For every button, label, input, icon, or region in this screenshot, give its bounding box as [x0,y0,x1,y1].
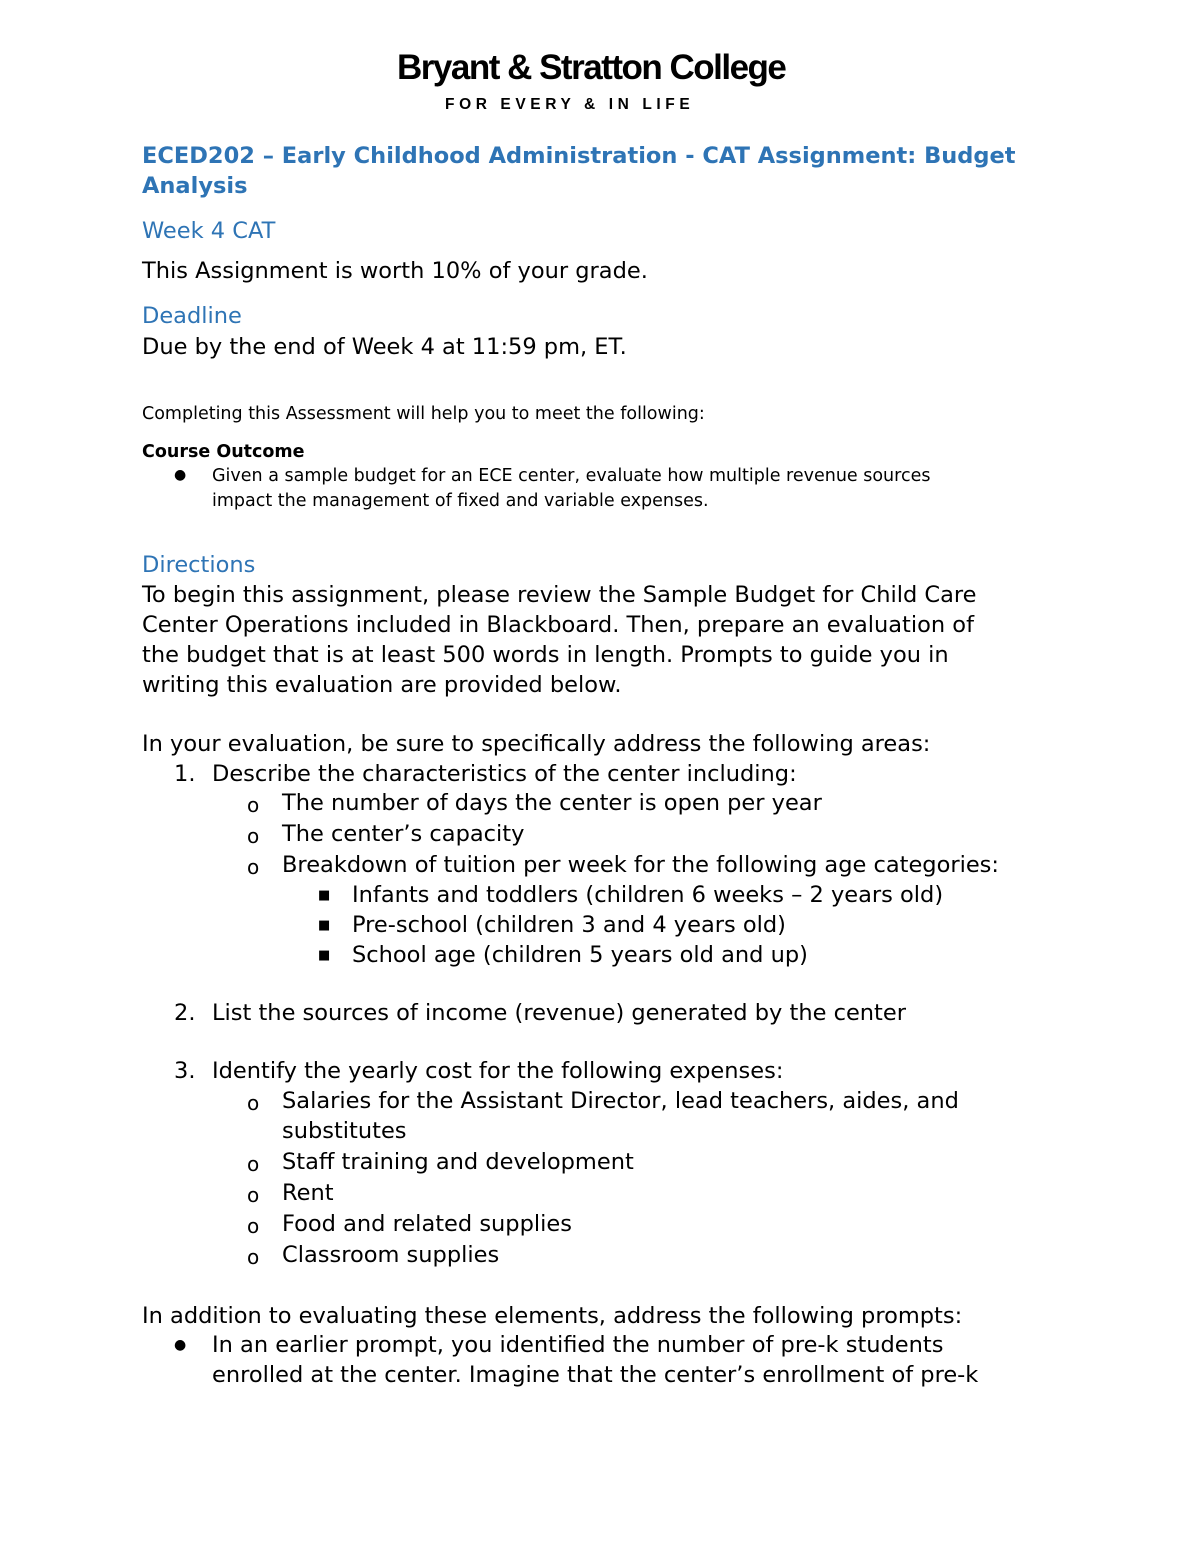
college-logo-name: Bryant & Stratton College [397,48,786,87]
list-item: Identify the yearly cost for the following expenses: [212,1058,784,1084]
sub-sub-list-item: School age (children 5 years old and up) [352,942,808,968]
college-logo-tagline: FOR EVERY & IN LIFE [445,96,695,113]
sub-list-item: Food and related supplies [282,1211,572,1237]
sub-list-item: Salaries for the Assistant Director, lead teachers, aides, and [282,1088,959,1114]
grade-worth-text: This Assignment is worth 10% of your grade. [142,258,648,284]
areas-intro: In your evaluation, be sure to specifically address the following areas: [142,731,931,757]
assessment-intro: Completing this Assessment will help you to meet the following: [142,404,705,424]
list-number: 1. [174,761,196,787]
prompts-intro: In addition to evaluating these elements, address the following prompts: [142,1303,963,1329]
sub-sub-list-item: Infants and toddlers (children 6 weeks – 2 years old) [352,882,944,908]
circle-bullet-icon: o [247,824,260,848]
sub-list-item: Classroom supplies [282,1242,500,1268]
list-item: Describe the characteristics of the center including: [212,761,797,787]
list-number: 3. [174,1058,196,1084]
deadline-text: Due by the end of Week 4 at 11:59 pm, ET. [142,334,627,360]
list-number: 2. [174,1000,196,1026]
prompt-line: enrolled at the center. Imagine that the center’s enrollment of pre-k [212,1362,979,1388]
square-bullet-icon: ■ [318,948,331,963]
directions-line: Center Operations included in Blackboard. Then, prepare an evaluation of [142,612,974,638]
sub-list-item-continuation: substitutes [282,1118,407,1144]
sub-list-item: The center’s capacity [282,821,525,847]
circle-bullet-icon: o [247,1183,260,1207]
circle-bullet-icon: o [247,1152,260,1176]
sub-list-item: Breakdown of tuition per week for the following age categories: [282,852,999,878]
directions-line: writing this evaluation are provided below. [142,672,622,698]
directions-line: To begin this assignment, please review the Sample Budget for Child Care [142,582,977,608]
circle-bullet-icon: o [247,1214,260,1238]
sub-list-item: Staff training and development [282,1149,634,1175]
prompt-line: In an earlier prompt, you identified the number of pre-k students [212,1332,944,1358]
sub-list-item: Rent [282,1180,334,1206]
circle-bullet-icon: o [247,793,260,817]
deadline-heading: Deadline [142,303,242,329]
week-label: Week 4 CAT [142,218,276,244]
bullet-icon: ● [174,1337,187,1353]
course-outcome-heading: Course Outcome [142,442,305,462]
course-outcome-line: impact the management of fixed and variable expenses. [212,491,709,511]
circle-bullet-icon: o [247,855,260,879]
sub-sub-list-item: Pre-school (children 3 and 4 years old) [352,912,786,938]
list-item: List the sources of income (revenue) generated by the center [212,1000,906,1026]
directions-heading: Directions [142,552,256,578]
square-bullet-icon: ■ [318,888,331,903]
circle-bullet-icon: o [247,1245,260,1269]
course-outcome-line: Given a sample budget for an ECE center, evaluate how multiple revenue sources [212,466,931,486]
assignment-title: ECED202 – Early Childhood Administration - CAT Assignment: Budget Analysis [142,143,1016,199]
sub-list-item: The number of days the center is open per year [282,790,822,816]
square-bullet-icon: ■ [318,918,331,933]
directions-line: the budget that is at least 500 words in length. Prompts to guide you in [142,642,949,668]
circle-bullet-icon: o [247,1091,260,1115]
bullet-icon: ● [174,467,187,483]
